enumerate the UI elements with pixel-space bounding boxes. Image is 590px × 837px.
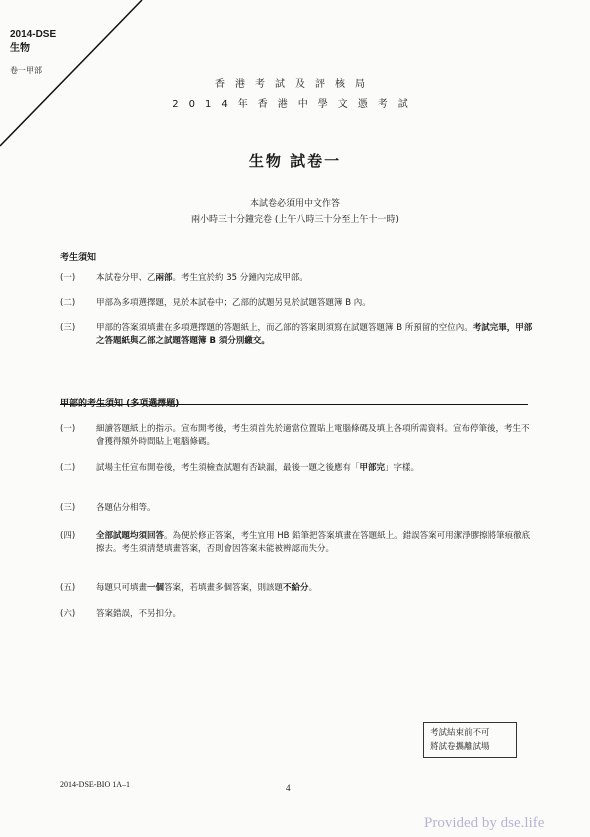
instruction-item: (三) 甲部的答案須填畫在多項選擇題的答題紙上，而乙部的答案則須寫在試題答題簿 B 所預留的空位內。考試完畢，甲部之答題紙與乙部之試題答題簿 B 須分別繳交。 — [60, 323, 533, 346]
subject-label: 生物 — [10, 43, 30, 54]
item-number: (三) — [60, 503, 76, 513]
item-number: (三) — [60, 323, 76, 333]
footer-paper-code: 2014-DSE-BIO 1A–1 — [60, 780, 130, 789]
watermark: Provided by dse.life — [424, 815, 545, 831]
exam-name: 2014年香港中學文憑考試 — [172, 99, 418, 110]
item-number: (一) — [60, 424, 76, 434]
instruction-item: (三) 各題佔分相等。 — [60, 503, 156, 513]
exam-code: 2014-DSE — [10, 29, 57, 40]
item-number: (一) — [60, 273, 76, 283]
corner-label — [10, 28, 56, 78]
instruction-item: (一) 本試卷分甲、乙兩部。考生宜於約 35 分鐘內完成甲部。 — [60, 273, 308, 283]
instruction-item: (五) 每題只可填畫一個答案，若填畫多個答案，則該題不給分。 — [60, 583, 318, 593]
paper-title: 生物 試卷一 — [248, 152, 342, 170]
notice-line: 將試卷攜離試場 — [430, 742, 490, 752]
item-number: (二) — [60, 463, 76, 473]
item-number: (四) — [60, 531, 76, 541]
notice-box — [423, 722, 517, 758]
candidate-instructions-heading: 考生須知 — [60, 253, 97, 263]
paper-label: 卷一甲部 — [10, 66, 42, 75]
item-number: (二) — [60, 298, 76, 308]
section-a-heading: 甲部的考生須知 (多項選擇題) — [60, 399, 180, 409]
instruction-item: (六) 答案錯誤，不另扣分。 — [60, 609, 182, 619]
time-note: 兩小時三十分鐘完卷 (上午八時三十分至上午十一時) — [191, 215, 399, 225]
instruction-item: (一) 細讀答題紙上的指示。宣布開考後，考生須首先於適當位置貼上電腦條碼及填上各項所需資料。宣布停筆後，考生不會獲得額外時間貼上電腦條碼。 — [60, 424, 530, 447]
item-number: (五) — [60, 583, 76, 593]
authority-name: 香港考試及評核局 — [215, 79, 375, 90]
item-number: (六) — [60, 609, 76, 619]
instruction-item: (二) 甲部為多項選擇題，見於本試卷中；乙部的試題另見於試題答題簿 B 內。 — [60, 298, 371, 308]
page-number: 4 — [286, 783, 291, 793]
language-note: 本試卷必須用中文作答 — [249, 199, 340, 209]
instruction-item: (二) 試場主任宣布開卷後，考生須檢查試題有否缺漏，最後一題之後應有「甲部完」字樣。 — [60, 463, 420, 473]
notice-line: 考試結束前不可 — [430, 728, 490, 738]
instruction-item: (四) 全部試題均須回答。為便於修正答案，考生宜用 HB 鉛筆把答案填畫在答題紙上。錯誤答案可用潔淨膠擦將筆痕徹底擦去。考生須清楚填畫答案，否則會因答案未能被辨認而失分。 — [60, 531, 531, 554]
